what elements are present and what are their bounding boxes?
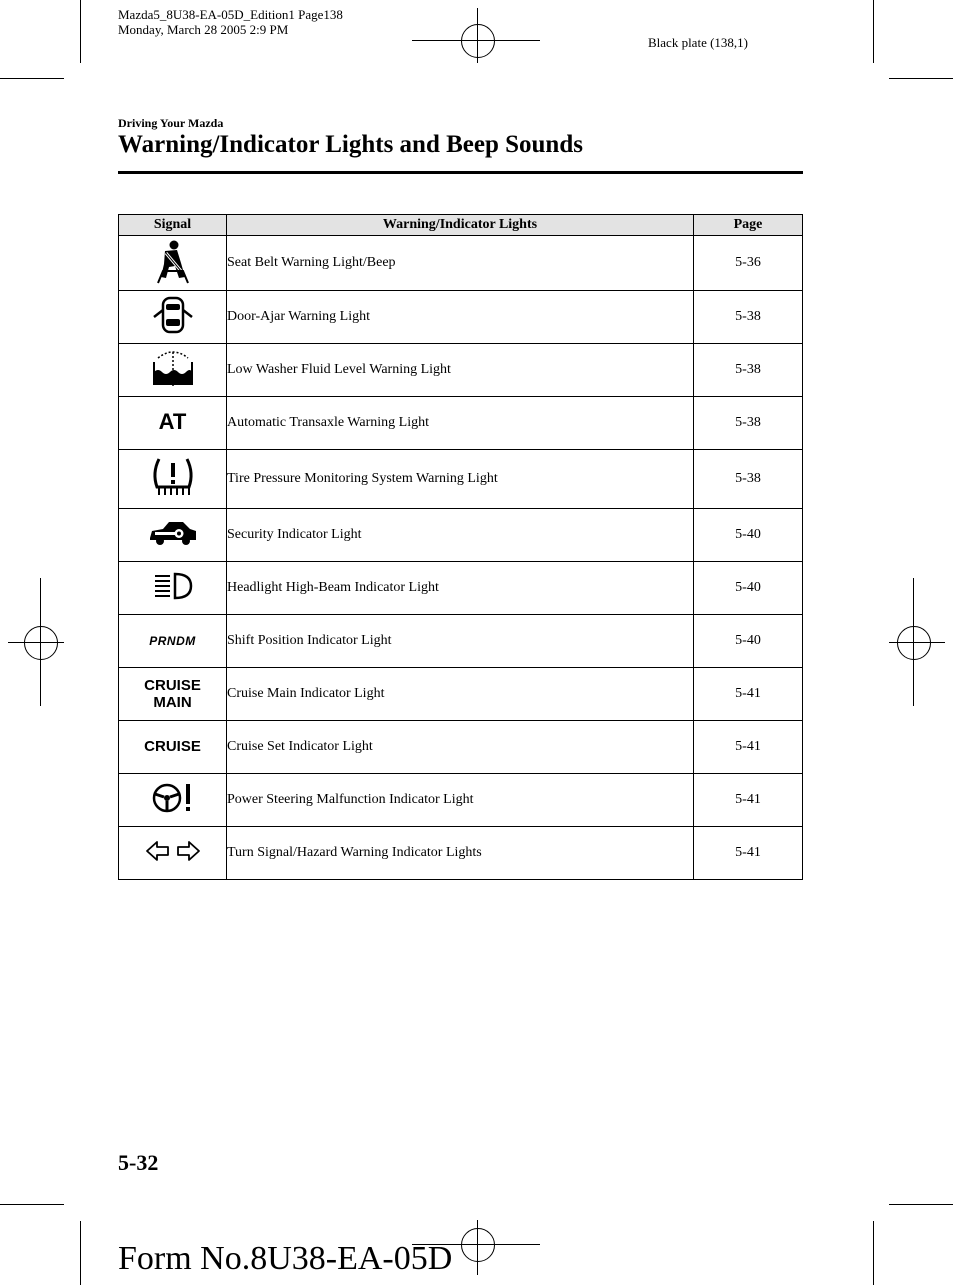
table-row [119,344,803,397]
page-ref: 5-41 [694,721,803,774]
power-steering-icon [150,781,196,815]
light-name: Door-Ajar Warning Light [227,291,694,344]
title-rule [118,171,803,174]
light-name: Security Indicator Light [227,509,694,562]
table-row [119,827,803,880]
cruise-main-icon: CRUISE MAIN [144,677,201,711]
cruise-set-icon: CRUISE [144,738,201,755]
form-number: Form No.8U38-EA-05D [118,1240,453,1277]
print-date-line: Monday, March 28 2005 2:9 PM [118,22,289,37]
print-plate: Black plate (138,1) [648,35,748,50]
light-name: Shift Position Indicator Light [227,615,694,668]
table-header-row [119,215,803,236]
page-ref: 5-38 [694,291,803,344]
table-row [119,721,803,774]
section-label: Driving Your Mazda [118,116,224,130]
tire-pressure-icon [150,455,196,499]
washer-fluid-icon [150,348,196,388]
high-beam-icon [151,571,195,601]
page-ref: 5-41 [694,774,803,827]
table-row [119,562,803,615]
security-car-key-icon [147,518,199,548]
light-name: Turn Signal/Hazard Warning Indicator Lights [227,827,694,880]
page-number: 5-32 [118,1150,159,1175]
print-file-line: Mazda5_8U38-EA-05D_Edition1 Page138 [118,7,343,22]
light-name: Automatic Transaxle Warning Light [227,397,694,450]
table-row [119,615,803,668]
at-icon: AT [158,408,187,434]
page-title: Warning/Indicator Lights and Beep Sounds [118,131,583,158]
table-row [119,450,803,509]
door-ajar-icon [151,295,195,335]
page-ref: 5-41 [694,668,803,721]
table-row [119,509,803,562]
light-name: Tire Pressure Monitoring System Warning Light [227,450,694,509]
light-name: Cruise Set Indicator Light [227,721,694,774]
light-name: Headlight High-Beam Indicator Light [227,562,694,615]
page-ref: 5-41 [694,827,803,880]
page-ref: 5-40 [694,562,803,615]
seat-belt-icon [153,237,193,285]
light-name: Cruise Main Indicator Light [227,668,694,721]
light-name: Low Washer Fluid Level Warning Light [227,344,694,397]
light-name: Power Steering Malfunction Indicator Light [227,774,694,827]
page-ref: 5-40 [694,615,803,668]
light-name: Seat Belt Warning Light/Beep [227,236,694,291]
indicator-lights-table [118,214,803,880]
page-ref: 5-38 [694,397,803,450]
table-row [119,668,803,721]
table-row [119,291,803,344]
page-ref: 5-38 [694,344,803,397]
page-ref: 5-38 [694,450,803,509]
table-row [119,774,803,827]
page-ref: 5-40 [694,509,803,562]
page-ref: 5-36 [694,236,803,291]
header-page: Page [694,215,803,236]
header-signal: Signal [119,215,227,236]
prndm-icon: PRNDM [149,633,196,648]
table-row [119,236,803,291]
turn-signal-arrows-icon [145,839,201,863]
table-row [119,397,803,450]
header-light: Warning/Indicator Lights [227,215,694,236]
